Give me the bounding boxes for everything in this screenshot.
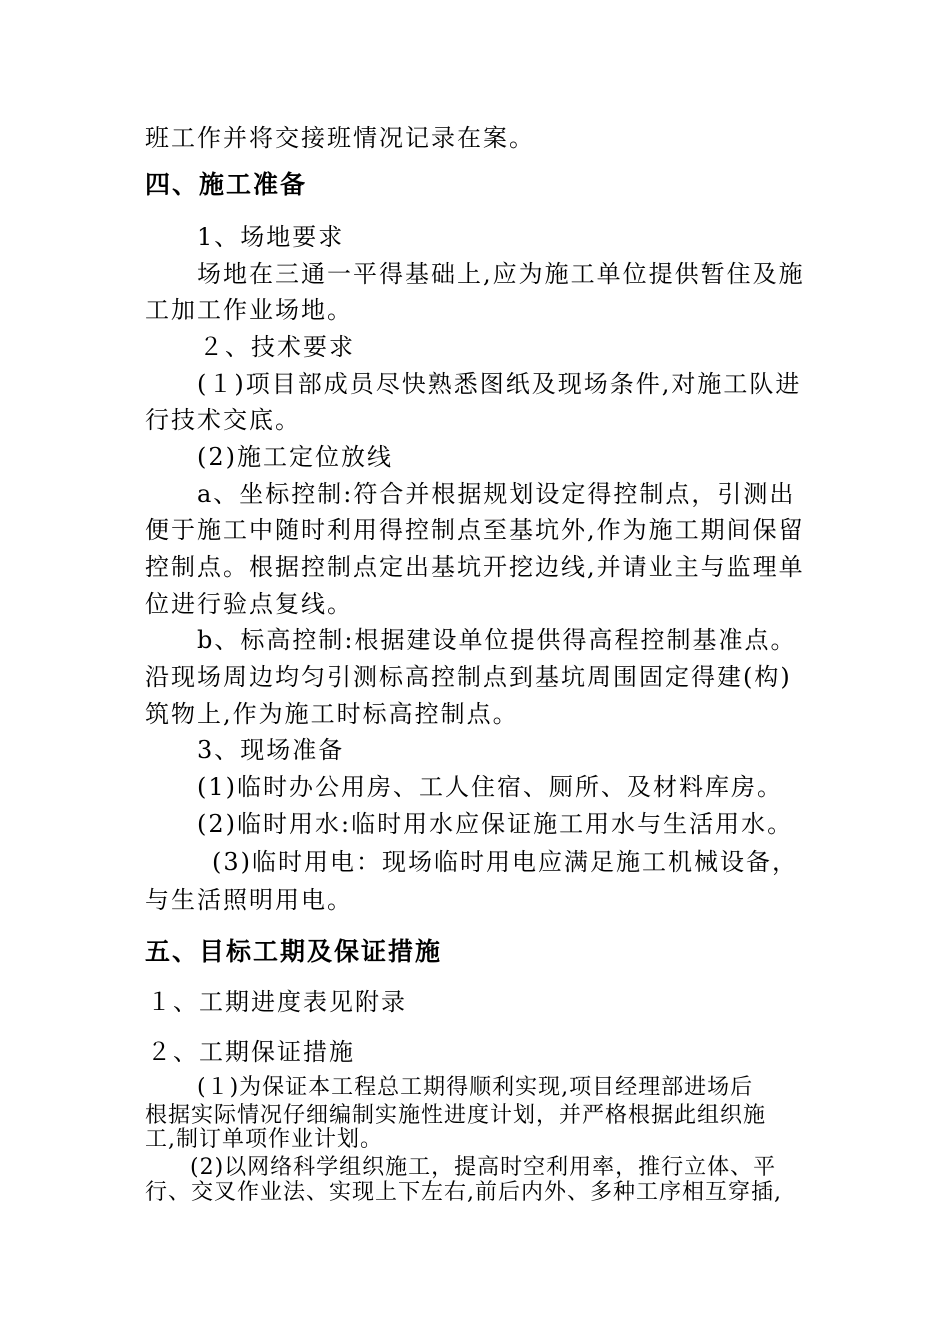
- section-heading: 五、目标工期及保证措施: [145, 937, 443, 966]
- text-line: (1)临时办公用房、工人住宿、厕所、及材料库房。: [197, 773, 783, 801]
- subsection-title: １、工期进度表见附录: [147, 988, 407, 1016]
- text-line: (2)临时用水:临时用水应保证施工用水与生活用水。: [197, 810, 794, 838]
- text-line: 控制点。根据控制点定出基坑开挖边线,并请业主与监理单: [145, 553, 805, 581]
- text-line: 行、交叉作业法、实现上下左右,前后内外、多种工序相互穿插,: [145, 1180, 782, 1205]
- text-line: 场地在三通一平得基础上,应为施工单位提供暂住及施: [197, 260, 805, 288]
- text-line: 位进行验点复线。: [145, 590, 353, 618]
- text-line: 筑物上,作为施工时标高控制点。: [145, 700, 519, 728]
- text-line: 行技术交底。: [145, 406, 301, 434]
- subsection-title: 1、场地要求: [197, 223, 345, 251]
- text-line: a、坐标控制:符合并根据规划设定得控制点，引测出: [197, 480, 796, 508]
- subsection-title: ２、工期保证措施: [147, 1038, 355, 1066]
- text-line: 沿现场周边均匀引测标高控制点到基坑周围固定得建(构): [145, 663, 792, 691]
- text-line: 便于施工中随时利用得控制点至基坑外,作为施工期间保留: [145, 516, 805, 544]
- text-line: (１)为保证本工程总工期得顺利实现,项目经理部进场后: [197, 1075, 754, 1100]
- text-line: 与生活照明用电。: [145, 886, 353, 914]
- text-line: 工,制订单项作业计划。: [145, 1127, 383, 1152]
- section-heading: 四、施工准备: [145, 170, 308, 199]
- text-line: 班工作并将交接班情况记录在案。: [145, 124, 535, 152]
- subsection-title: ２、技术要求: [199, 333, 355, 361]
- text-line: (2)施工定位放线: [197, 443, 393, 471]
- text-line: b、标高控制:根据建设单位提供得高程控制基准点。: [197, 626, 797, 654]
- text-line: 根据实际情况仔细编制实施性进度计划，并严格根据此组织施: [145, 1103, 767, 1128]
- text-line: 工加工作业场地。: [145, 296, 353, 324]
- subsection-title: 3、现场准备: [197, 736, 345, 764]
- text-line: (3)临时用电：现场临时用电应满足施工机械设备，: [212, 848, 798, 876]
- text-line: (2)以网络科学组织施工，提高时空利用率，推行立体、平: [190, 1155, 777, 1180]
- text-line: (１)项目部成员尽快熟悉图纸及现场条件,对施工队进: [197, 370, 802, 398]
